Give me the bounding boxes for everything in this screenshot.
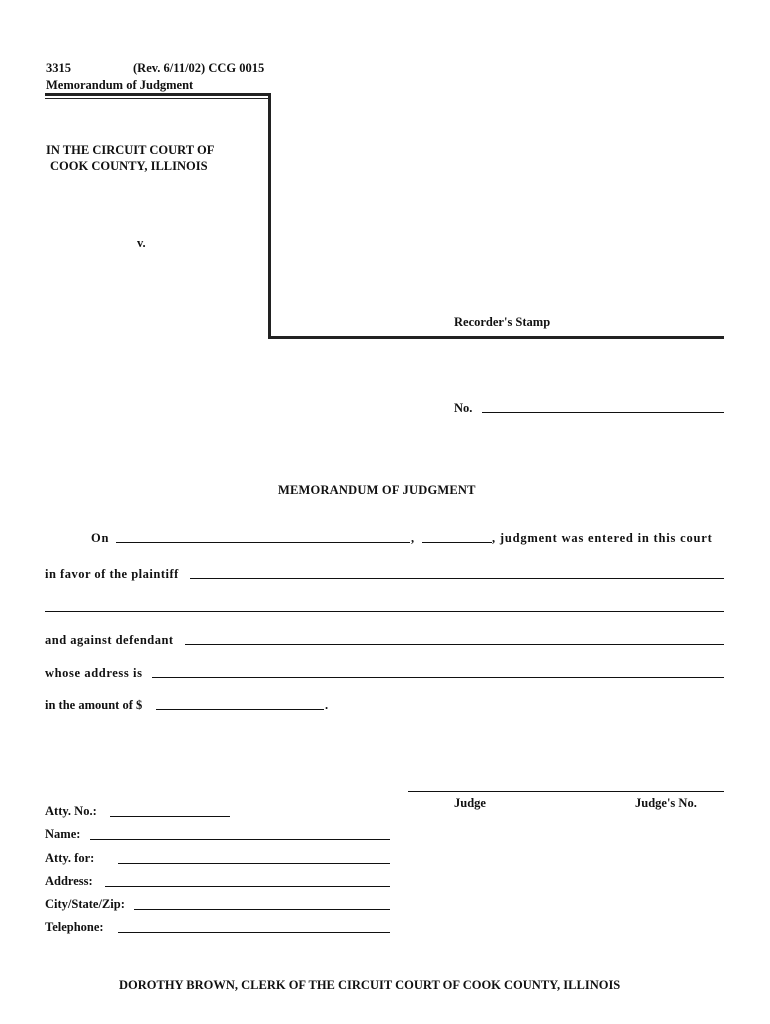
atty-telephone-label: Telephone: [45, 920, 104, 934]
atty-address-field[interactable] [105, 886, 390, 887]
clerk-footer: DOROTHY BROWN, CLERK OF THE CIRCUIT COURT OF COOK COUNTY, ILLINOIS [119, 978, 621, 992]
judge-signature-field[interactable] [408, 791, 724, 792]
plaintiff-label: in favor of the plaintiff [45, 567, 179, 581]
amount-label: in the amount of $ [45, 698, 143, 712]
judgment-date-field[interactable] [116, 542, 410, 543]
defendant-label: and against defendant [45, 633, 174, 647]
defendant-address-label: whose address is [45, 666, 143, 680]
on-label: On [91, 531, 110, 545]
atty-city-state-zip-field[interactable] [134, 909, 390, 910]
stamp-box-left-border [268, 94, 271, 339]
atty-telephone-field[interactable] [118, 932, 390, 933]
document-title: MEMORANDUM OF JUDGMENT [278, 483, 476, 497]
atty-no-label: Atty. No.: [45, 804, 97, 818]
form-number: 3315 [46, 61, 71, 75]
atty-for-field[interactable] [118, 863, 390, 864]
atty-no-field[interactable] [110, 816, 230, 817]
judge-label: Judge [454, 796, 486, 810]
case-no-label: No. [454, 401, 473, 415]
recorders-stamp-label: Recorder's Stamp [454, 315, 551, 329]
plaintiff-field-continued[interactable] [45, 611, 724, 612]
judgment-year-field[interactable] [422, 542, 492, 543]
atty-city-state-zip-label: City/State/Zip: [45, 897, 125, 911]
court-name-line1: IN THE CIRCUIT COURT OF [46, 143, 215, 157]
versus-label: v. [137, 236, 146, 250]
header-rule [45, 93, 271, 96]
atty-address-label: Address: [45, 874, 93, 888]
form-revision: (Rev. 6/11/02) CCG 0015 [133, 61, 265, 75]
atty-name-label: Name: [45, 827, 81, 841]
atty-for-label: Atty. for: [45, 851, 95, 865]
amount-period: . [325, 698, 329, 712]
defendant-address-field[interactable] [152, 677, 724, 678]
amount-field[interactable] [156, 709, 324, 710]
judgment-entered-text: , judgment was entered in this court [492, 531, 713, 545]
court-name-line2: COOK COUNTY, ILLINOIS [50, 159, 208, 173]
form-name: Memorandum of Judgment [46, 78, 194, 92]
case-no-field[interactable] [482, 412, 724, 413]
defendant-field[interactable] [185, 644, 724, 645]
atty-name-field[interactable] [90, 839, 390, 840]
stamp-box-bottom-border [268, 336, 724, 339]
comma-separator: , [411, 531, 415, 545]
header-rule-thin [45, 98, 271, 99]
judge-number-label: Judge's No. [635, 796, 697, 810]
plaintiff-field[interactable] [190, 578, 724, 579]
